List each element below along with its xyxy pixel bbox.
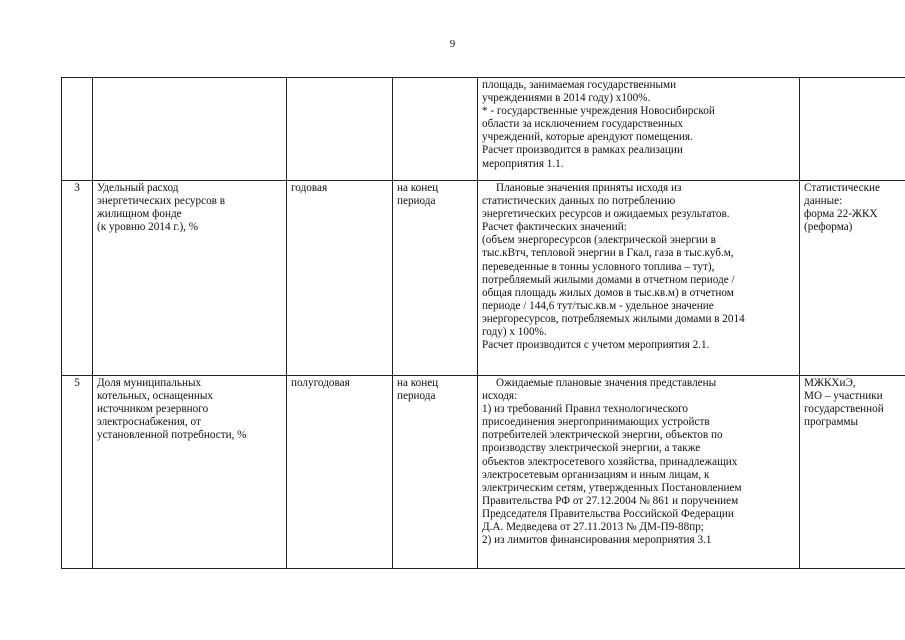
method-line: году) х 100%. bbox=[482, 326, 547, 339]
data-source-line: форма 22-ЖКХ bbox=[804, 208, 878, 221]
indicator-name-cell bbox=[93, 78, 287, 181]
date-line: на конец bbox=[397, 377, 439, 389]
method-line: (объем энергоресурсов (электрической энергии в bbox=[482, 234, 716, 247]
periodicity: полугодовая bbox=[291, 377, 350, 389]
method-line: мероприятия 1.1. bbox=[482, 157, 564, 170]
periodicity-cell bbox=[287, 181, 393, 376]
method-line: Д.А. Медведева от 27.11.2013 № ДМ-П9-88пр; bbox=[482, 521, 704, 534]
method-line: общая площадь жилых домов в тыс.кв.м) в отчетном bbox=[482, 286, 734, 299]
indicator-name-line: Доля муниципальных bbox=[97, 377, 202, 389]
data-source-line: программы bbox=[804, 416, 858, 429]
indicator-name-line: котельных, оснащенных bbox=[97, 390, 213, 403]
date-cell bbox=[393, 78, 478, 181]
method-line: Расчет производится в рамках реализации bbox=[482, 144, 683, 157]
data-source-line: МО – участники bbox=[804, 390, 883, 403]
row-number-cell bbox=[62, 78, 93, 181]
indicator-name-line: (к уровню 2014 г.), % bbox=[97, 221, 199, 234]
row-number: 3 bbox=[74, 182, 80, 194]
method-line: энергетических ресурсов и ожидаемых результатов. bbox=[482, 208, 730, 221]
method-line: 2) из лимитов финансирования мероприятия 3.1 bbox=[482, 534, 712, 547]
indicator-name-line: установленной потребности, % bbox=[97, 429, 247, 442]
date-line: периода bbox=[397, 195, 436, 208]
method-line: учреждений, которые арендуют помещения. bbox=[482, 131, 693, 144]
method-line: присоединения энергопринимающих устройств bbox=[482, 416, 710, 429]
method-line: производству электрической энергии, а также bbox=[482, 442, 701, 455]
method-line: Плановые значения приняты исходя из bbox=[496, 182, 682, 194]
data-source-cell bbox=[800, 78, 905, 181]
indicator-name-cell bbox=[93, 181, 287, 376]
data-source-cell bbox=[800, 181, 905, 376]
data-source-line: данные: bbox=[804, 195, 843, 208]
date-cell bbox=[393, 376, 478, 569]
method-line: периоде / 144,6 тут/тыс.кв.м - удельное значение bbox=[482, 299, 714, 312]
indicator-name-cell bbox=[93, 376, 287, 569]
table-row bbox=[62, 181, 905, 376]
method-line: переведенные в тонны условного топлива – тут), bbox=[482, 260, 715, 273]
row-number-cell bbox=[62, 181, 93, 376]
table-row bbox=[62, 78, 905, 181]
periodicity-cell bbox=[287, 78, 393, 181]
method-line: площадь, занимаемая государственными bbox=[482, 79, 677, 91]
indicator-name-line: электроснабжения, от bbox=[97, 416, 201, 429]
data-source-line: государственной bbox=[804, 403, 884, 416]
method-line: электрическим сетям, утвержденных Постановлением bbox=[482, 481, 742, 494]
method-line: исходя: bbox=[482, 390, 518, 403]
row-number: 5 bbox=[74, 377, 80, 389]
method-line: статистических данных по потреблению bbox=[482, 195, 676, 208]
calculation-method-cell bbox=[478, 376, 800, 569]
method-line: Расчет фактических значений: bbox=[482, 221, 627, 234]
method-line: Правительства РФ от 27.12.2004 № 861 и поручением bbox=[482, 494, 739, 507]
calculation-method-cell bbox=[478, 78, 800, 181]
date-line: на конец bbox=[397, 182, 439, 194]
indicator-name-line: энергетических ресурсов в bbox=[97, 195, 226, 208]
indicators-table bbox=[61, 77, 905, 569]
method-line: объектов электросетевого хозяйства, принадлежащих bbox=[482, 455, 738, 468]
method-line: Председателя Правительства Российской Федерации bbox=[482, 507, 734, 520]
data-source-line: МЖКХиЭ, bbox=[804, 377, 856, 389]
method-line: потребляемый жилыми домами в отчетном периоде / bbox=[482, 273, 735, 286]
row-number-cell bbox=[62, 376, 93, 569]
method-line: Ожидаемые плановые значения представлены bbox=[496, 377, 717, 389]
data-source-line: Статистические bbox=[804, 182, 880, 194]
periodicity-cell bbox=[287, 376, 393, 569]
method-line: тыс.кВтч, тепловой энергии в Гкал, газа в тыс.куб.м, bbox=[482, 247, 734, 260]
data-source-line: (реформа) bbox=[804, 221, 853, 234]
date-cell bbox=[393, 181, 478, 376]
indicator-name-line: жилищном фонде bbox=[97, 208, 182, 221]
indicator-name-line: источником резервного bbox=[97, 403, 209, 416]
method-line: Расчет производится с учетом мероприятия 2.1. bbox=[482, 339, 710, 352]
data-source-cell bbox=[800, 376, 905, 569]
method-line: области за исключением государственных bbox=[482, 118, 683, 131]
calculation-method-cell bbox=[478, 181, 800, 376]
date-line: периода bbox=[397, 390, 436, 403]
table-row bbox=[62, 376, 905, 569]
method-line: энергоресурсов, потребляемых жилыми домами в 2014 bbox=[482, 312, 745, 325]
indicator-name-line: Удельный расход bbox=[97, 182, 179, 194]
periodicity: годовая bbox=[291, 182, 328, 194]
method-line: * - государственные учреждения Новосибирской bbox=[482, 105, 715, 118]
page-number: 9 bbox=[449, 38, 456, 50]
method-line: 1) из требований Правил технологического bbox=[482, 403, 689, 416]
method-line: учреждениями в 2014 году) х100%. bbox=[482, 92, 651, 105]
method-line: потребителей электрической энергии, объектов по bbox=[482, 429, 723, 442]
method-line: электросетевым организациям и иным лицам, к bbox=[482, 468, 710, 481]
